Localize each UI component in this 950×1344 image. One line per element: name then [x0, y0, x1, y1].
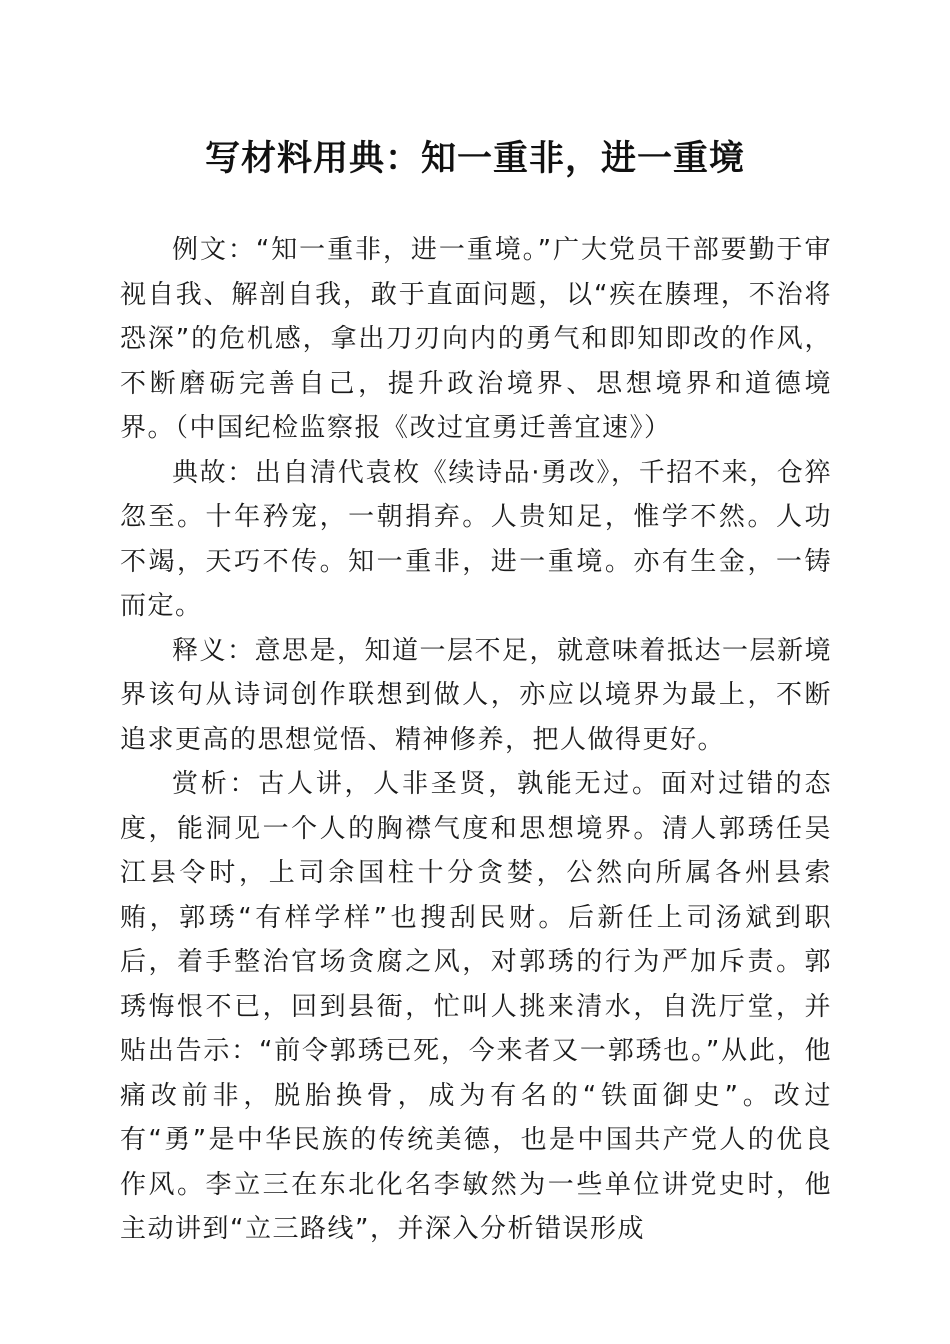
paragraph-example: 例文：“知一重非，进一重境。”广大党员干部要勤于审视自我、解剖自我，敢于直面问题，以“疾在腠理，不治将恐深”的危机感，拿出刀刃向内的勇气和即知即改的作风，不断磨砺完善自己，提升政治境界、思想境界和道德境界。（中国纪检监察报《改过宜勇迁善宜速》）: [120, 235, 832, 443]
paragraph-analysis: 赏析：古人讲，人非圣贤，孰能无过。面对过错的态度，能洞见一个人的胸襟气度和思想境界。清人郭琇任吴江县令时，上司余国柱十分贪婪，公然向所属各州县索贿，郭琇“有样学样”也搜刮民财。后新任上司汤斌到职后，着手整治官场贪腐之风，对郭琇的行为严加斥责。郭琇悔恨不已，回到县衙，忙叫人挑来清水，自洗厅堂，并贴出告示：“前令郭琇已死，今来者又一郭琇也。”从此，他痛改前非，脱胎换骨，成为有名的“铁面御史”。改过有“勇”是中华民族的传统美德，也是中国共产党人的优良作风。李立三在东北化名李敏然为一些单位讲党史时，他主动讲到“立三路线”，并深入分析错误形成: [120, 769, 832, 1244]
paragraph-allusion: 典故：出自清代袁枚《续诗品·勇改》，千招不来，仓猝忽至。十年矜宠，一朝捐弃。人贵知足，惟学不然。人功不竭，天巧不传。知一重非，进一重境。亦有生金，一铸而定。: [120, 457, 832, 621]
document-body: [120, 228, 832, 1252]
document-title: 写材料用典：知一重非，进一重境: [204, 138, 745, 179]
paragraph-meaning: 释义：意思是，知道一层不足，就意味着抵达一层新境界该句从诗词创作联想到做人，亦应以境界为最上，不断追求更高的思想觉悟、精神修养，把人做得更好。: [120, 635, 833, 755]
